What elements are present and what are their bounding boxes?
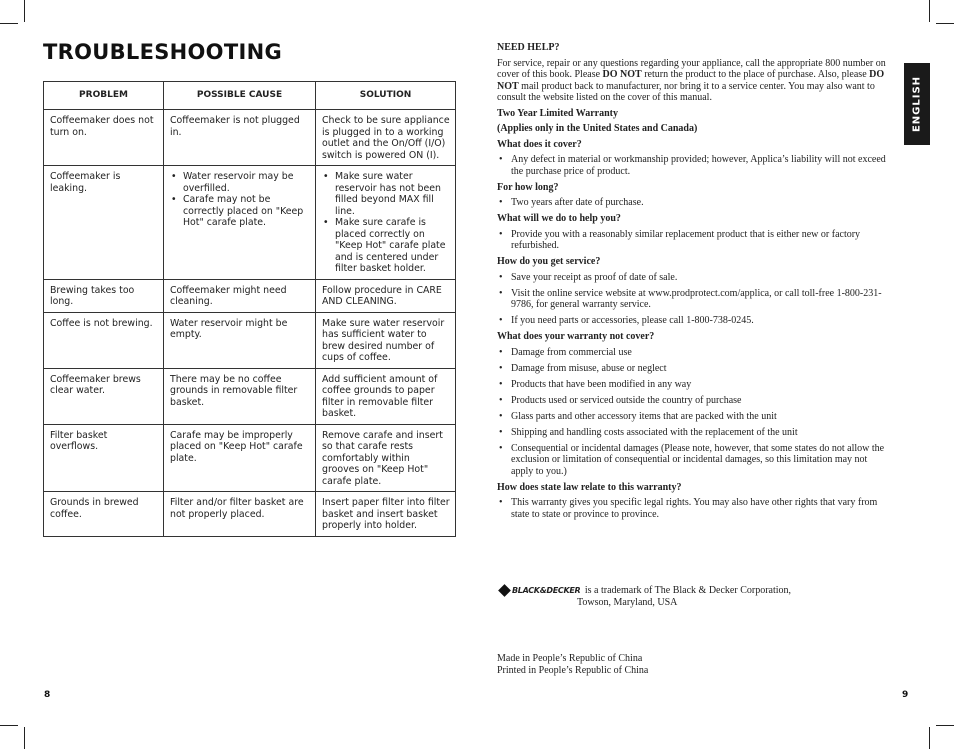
- problem-cell: Filter basket overflows.: [44, 424, 164, 492]
- problem-cell: Grounds in brewed coffee.: [44, 492, 164, 537]
- language-tab: [904, 63, 930, 145]
- list-item: • Visit the online service website at www.prodprotect.com/applica, or call toll-free 1-800-231-9786, for general warranty service.: [497, 288, 892, 311]
- table-row: [44, 166, 456, 280]
- table-row: [44, 424, 456, 492]
- list-item: • Shipping and handling costs associated with the replacement of the unit: [497, 427, 892, 439]
- warranty-heading: Two Year Limited Warranty: [497, 107, 619, 119]
- list-item: • Damage from commercial use: [497, 347, 892, 359]
- crop-mark: [0, 23, 18, 24]
- list-item: • Save your receipt as proof of date of sale.: [497, 272, 892, 284]
- column-header-problem: PROBLEM: [44, 82, 164, 110]
- cause-cell: Coffeemaker might need cleaning.: [164, 279, 316, 312]
- solution-cell: Insert paper filter into filter basket and insert basket properly into holder.: [316, 492, 456, 537]
- page-title: TROUBLESHOOTING: [43, 40, 282, 64]
- table-row: [44, 312, 456, 368]
- paragraph-text: mail product back to manufacturer, nor bring it to a service center. You may also want to consult the website listed on the cover of this manual.: [497, 80, 875, 103]
- section-heading: What does it cover?: [497, 138, 582, 150]
- list-item: • Make sure carafe is placed correctly on "Keep Hot" carafe plate and is centered under filter basket holder.: [322, 217, 450, 275]
- cause-cell: Carafe may be improperly placed on "Keep Hot" carafe plate.: [164, 424, 316, 492]
- warranty-scope: (Applies only in the United States and Canada): [497, 123, 698, 134]
- crop-mark: [0, 725, 18, 726]
- black-and-decker-logo: [500, 585, 580, 597]
- problem-cell: Coffeemaker does not turn on.: [44, 110, 164, 166]
- problem-cell: Coffee is not brewing.: [44, 312, 164, 368]
- paragraph-text: For service, repair or any questions regarding your appliance, call the appropriate 800 number on cover of this book. Please: [497, 57, 886, 80]
- cause-list: [170, 171, 310, 229]
- table-row: [44, 368, 456, 424]
- solution-cell: Follow procedure in CARE AND CLEANING.: [316, 279, 456, 312]
- list-item: • Make sure water reservoir has not been filled beyond MAX fill line.: [322, 171, 450, 217]
- emphasis-text: DO NOT: [602, 69, 642, 80]
- section-list: [497, 347, 892, 478]
- list-item: • Glass parts and other accessory items that are packed with the unit: [497, 411, 892, 423]
- solution-cell: Add sufficient amount of coffee grounds to paper filter in removable filter basket.: [316, 368, 456, 424]
- page-number-left: 8: [44, 690, 51, 700]
- crop-mark: [24, 727, 25, 749]
- table-row: [44, 492, 456, 537]
- problem-cell: Coffeemaker brews clear water.: [44, 368, 164, 424]
- list-item: • Any defect in material or workmanship provided; however, Applica’s liability will not exceed the purchase price of product.: [497, 154, 892, 177]
- crop-mark: [936, 23, 954, 24]
- solution-cell: Make sure water reservoir has sufficient water to brew desired number of cups of coffee.: [316, 312, 456, 368]
- origin-notice: [497, 653, 648, 676]
- list-item: • If you need parts or accessories, please call 1-800-738-0245.: [497, 315, 892, 327]
- trademark-text: is a trademark of The Black & Decker Corporation,: [582, 585, 792, 597]
- section-heading: How do you get service?: [497, 256, 601, 267]
- printed-in-text: Printed in People’s Republic of China: [497, 664, 649, 676]
- made-in-text: Made in People’s Republic of China: [497, 653, 643, 664]
- list-item: • Products that have been modified in any way: [497, 379, 892, 391]
- section-heading: For how long?: [497, 181, 559, 193]
- solution-list: [322, 171, 450, 275]
- trademark-notice: [500, 585, 791, 608]
- crop-mark: [929, 727, 930, 749]
- emphasis-text: DO NOT: [497, 69, 885, 92]
- cause-cell: There may be no coffee grounds in removable filter basket.: [164, 368, 316, 424]
- warranty-section: [497, 42, 892, 525]
- cause-cell: [164, 166, 316, 280]
- page-number-right: 9: [902, 690, 909, 700]
- section-heading: How does state law relate to this warranty?: [497, 481, 682, 493]
- list-item: • Carafe may not be correctly placed on "Keep Hot" carafe plate.: [170, 194, 310, 229]
- hexagon-icon: [498, 584, 511, 597]
- section-heading: What does your warranty not cover?: [497, 331, 655, 342]
- solution-cell: [316, 166, 456, 280]
- list-item: • Two years after date of purchase.: [497, 197, 892, 209]
- cause-cell: Coffeemaker is not plugged in.: [164, 110, 316, 166]
- paragraph-text: return the product to the place of purchase. Also, please: [641, 69, 870, 80]
- problem-cell: Coffeemaker is leaking.: [44, 166, 164, 280]
- troubleshooting-table: [43, 81, 456, 537]
- logo-wordmark: BLACK&DECKER: [512, 586, 581, 595]
- cause-cell: Filter and/or filter basket are not properly placed.: [164, 492, 316, 537]
- table-row: [44, 110, 456, 166]
- cause-cell: Water reservoir might be empty.: [164, 312, 316, 368]
- solution-cell: Remove carafe and insert so that carafe rests comfortably within grooves on "Keep Hot" carafe plate.: [316, 424, 456, 492]
- column-header-solution: SOLUTION: [316, 82, 456, 110]
- list-item: • Products used or serviced outside the country of purchase: [497, 395, 892, 407]
- list-item: • Consequential or incidental damages (Please note, however, that some states do not allow the exclusion or limitation of consequential or incidental damages, so this limitation may not apply to you.): [497, 443, 892, 478]
- column-header-cause: POSSIBLE CAUSE: [164, 82, 316, 110]
- table-header-row: [44, 82, 456, 110]
- problem-cell: Brewing takes too long.: [44, 279, 164, 312]
- list-item: • Damage from misuse, abuse or neglect: [497, 363, 892, 375]
- crop-mark: [936, 725, 954, 726]
- section-list: [497, 272, 892, 327]
- language-tab-label: ENGLISH: [911, 75, 923, 133]
- list-item: • This warranty gives you specific legal rights. You may also have other rights that vary from state to state or province to province.: [497, 497, 892, 520]
- need-help-heading: NEED HELP?: [497, 42, 560, 53]
- section-list: [497, 497, 892, 520]
- section-heading: What will we do to help you?: [497, 213, 621, 224]
- crop-mark: [929, 0, 930, 22]
- solution-cell: Check to be sure appliance is plugged in to a working outlet and the On/Off (I/O) switch is powered ON (I).: [316, 110, 456, 166]
- trademark-line-2: Towson, Maryland, USA: [577, 596, 678, 608]
- need-help-paragraph: [497, 58, 892, 104]
- trademark-line-1: [500, 585, 791, 597]
- list-item: • Provide you with a reasonably similar replacement product that is either new or factory refurbished.: [497, 229, 892, 252]
- section-list: [497, 197, 892, 209]
- section-list: [497, 229, 892, 252]
- section-list: [497, 154, 892, 177]
- list-item: • Water reservoir may be overfilled.: [170, 171, 310, 194]
- table-row: [44, 279, 456, 312]
- crop-mark: [24, 0, 25, 22]
